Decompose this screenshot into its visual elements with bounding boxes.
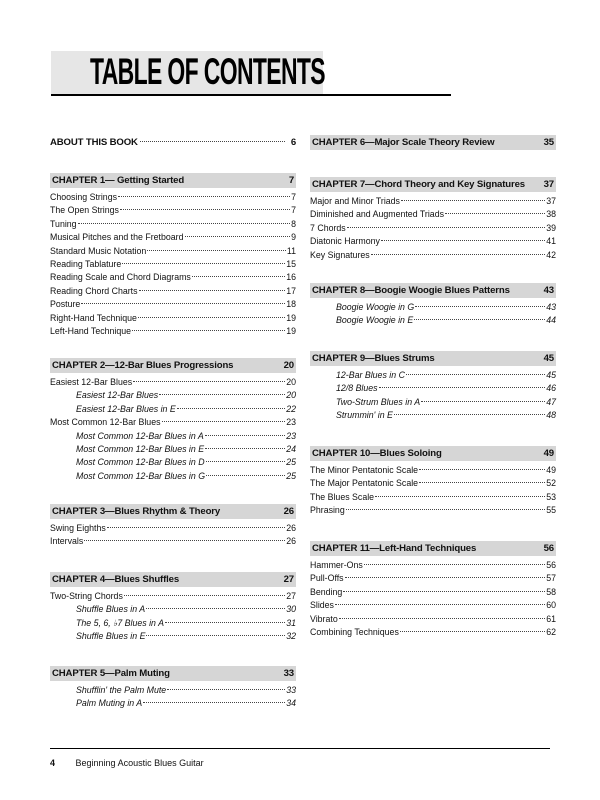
dot-leader <box>205 435 285 436</box>
page-number: 4 <box>50 758 56 768</box>
dot-leader <box>206 475 285 476</box>
chapter-title: CHAPTER 6—Major Scale Theory Review <box>312 137 495 148</box>
entry-label: Shuffle Blues in E <box>76 631 146 642</box>
entry-page: 57 <box>546 573 556 584</box>
chapter-title: CHAPTER 4—Blues Shuffles <box>52 574 180 585</box>
entry-page: 19 <box>286 312 296 323</box>
entry-label: Reading Tablature <box>50 258 122 269</box>
toc-entry[interactable] <box>50 312 296 325</box>
dot-leader <box>206 461 286 462</box>
dot-leader <box>133 381 285 382</box>
entry-label: Choosing Strings <box>50 192 117 202</box>
entry-page: 23 <box>286 430 296 441</box>
dot-leader <box>78 223 291 224</box>
chapter-page: 56 <box>543 543 554 554</box>
toc-entry[interactable] <box>50 376 296 389</box>
dot-leader <box>421 401 545 402</box>
dot-leader <box>343 591 545 592</box>
toc-entry[interactable] <box>50 684 296 697</box>
chapter-page: 45 <box>543 353 554 364</box>
entry-label: 7 Chords <box>310 222 346 233</box>
entry-page: 55 <box>546 505 556 516</box>
section-items <box>310 559 556 639</box>
entry-page: 53 <box>546 491 556 502</box>
toc-entry[interactable] <box>50 271 296 284</box>
entry-page: 26 <box>286 536 296 547</box>
section-items <box>310 369 556 423</box>
toc-entry[interactable] <box>50 617 296 630</box>
toc-entry[interactable] <box>50 697 296 710</box>
dot-leader <box>205 448 285 449</box>
chapter-title: CHAPTER 2—12-Bar Blues Progressions <box>52 360 234 371</box>
toc-entry[interactable] <box>310 208 556 221</box>
entry-label: Shuffle Blues in A <box>76 604 146 615</box>
entry-page: 18 <box>286 299 296 310</box>
chapter-header[interactable] <box>50 173 296 188</box>
toc-entry[interactable] <box>50 298 296 311</box>
entry-label: Standard Music Notation <box>50 245 147 256</box>
dot-leader <box>146 635 285 636</box>
entry-page: 16 <box>286 272 296 283</box>
entry-page: 27 <box>286 591 296 601</box>
chapter-page: 35 <box>543 137 554 148</box>
entry-label: Two-Strum Blues in A <box>336 396 421 407</box>
chapter-header[interactable] <box>310 135 556 150</box>
dot-leader <box>185 236 291 237</box>
entry-label: The 5, 6, ♭7 Blues in A <box>76 617 164 628</box>
dot-leader <box>401 200 545 201</box>
dot-leader <box>192 276 285 277</box>
dot-leader <box>132 330 285 331</box>
dot-leader <box>138 317 285 318</box>
entry-label: Pull-Offs <box>310 573 344 584</box>
dot-leader <box>120 209 290 210</box>
toc-section <box>310 135 556 150</box>
entry-label: The Open Strings <box>50 205 119 216</box>
dot-leader <box>346 509 545 510</box>
entry-label: Slides <box>310 600 334 611</box>
toc-entry[interactable] <box>50 590 296 603</box>
toc-section <box>50 572 296 644</box>
toc-section <box>50 173 296 338</box>
dot-leader <box>364 564 545 565</box>
section-items <box>50 684 296 711</box>
entry-label: Boogie Woogie in E <box>336 315 414 326</box>
toc-entry[interactable] <box>50 231 296 244</box>
entry-page: 31 <box>286 617 296 628</box>
dot-leader <box>165 622 285 623</box>
dot-leader <box>139 290 286 291</box>
entry-page: 17 <box>286 285 296 296</box>
entry-page: 49 <box>546 465 556 475</box>
chapter-header[interactable] <box>50 572 296 587</box>
entry-label: The Blues Scale <box>310 491 375 502</box>
chapter-header[interactable] <box>50 358 296 373</box>
entry-page: 32 <box>286 631 296 642</box>
toc-entry[interactable] <box>310 195 556 208</box>
toc-entry[interactable] <box>50 325 296 338</box>
dot-leader <box>406 374 545 375</box>
dot-leader <box>419 469 545 470</box>
toc-entry[interactable] <box>50 218 296 231</box>
entry-page: 15 <box>286 258 296 269</box>
toc-entry[interactable] <box>50 456 296 469</box>
toc-entry[interactable] <box>310 301 556 314</box>
entry-page: 43 <box>546 302 556 312</box>
dot-leader <box>81 303 285 304</box>
section-items <box>50 522 296 549</box>
dot-leader <box>118 196 290 197</box>
chapter-page: 49 <box>543 448 554 459</box>
entry-page: 41 <box>546 236 556 247</box>
toc-section <box>310 446 556 518</box>
entry-label: Right-Hand Technique <box>50 312 137 323</box>
chapter-title: CHAPTER 8—Boogie Woogie Blues Patterns <box>312 285 510 296</box>
toc-entry[interactable] <box>50 258 296 271</box>
entry-label: Reading Chord Charts <box>50 285 138 296</box>
chapter-title: CHAPTER 3—Blues Rhythm & Theory <box>52 506 221 517</box>
toc-entry[interactable] <box>310 572 556 585</box>
toc-entry[interactable] <box>50 285 296 298</box>
entry-page: 20 <box>286 390 296 401</box>
entry-label: Left-Hand Technique <box>50 325 132 336</box>
dot-leader <box>140 141 285 142</box>
toc-entry[interactable] <box>310 626 556 639</box>
entry-page: 19 <box>286 325 296 336</box>
entry-page: 60 <box>546 600 556 611</box>
entry-label: Easiest 12-Bar Blues <box>76 390 159 401</box>
entry-label: Shufflin' the Palm Mute <box>76 685 167 695</box>
dot-leader <box>381 240 545 241</box>
section-items <box>310 464 556 518</box>
entry-page: 30 <box>286 604 296 615</box>
chapter-page: 20 <box>283 360 294 371</box>
toc-section <box>50 358 296 483</box>
chapter-header[interactable] <box>310 446 556 461</box>
page-footer <box>50 758 204 768</box>
toc-entry[interactable] <box>310 559 556 572</box>
entry-label: Intervals <box>50 536 84 547</box>
dot-leader <box>414 319 545 320</box>
entry-label: Boogie Woogie in G <box>336 302 415 312</box>
entry-label: 12/8 Blues <box>336 383 378 394</box>
toc-section <box>310 351 556 423</box>
entry-page: 8 <box>291 218 296 229</box>
entry-page: 20 <box>286 377 296 387</box>
chapter-title: CHAPTER 11—Left-Hand Techniques <box>312 543 477 554</box>
dot-leader <box>415 306 545 307</box>
toc-entry[interactable] <box>50 535 296 548</box>
toc-entry[interactable] <box>50 204 296 217</box>
entry-page: 62 <box>546 626 556 637</box>
toc-section <box>50 504 296 549</box>
entry-page: 24 <box>286 443 296 454</box>
chapter-page: 43 <box>543 285 554 296</box>
entry-label: The Major Pentatonic Scale <box>310 478 419 489</box>
entry-label: Most Common 12-Bar Blues in A <box>76 430 204 441</box>
dot-leader <box>159 394 285 395</box>
entry-label: Diminished and Augmented Triads <box>310 209 444 220</box>
book-title: Beginning Acoustic Blues Guitar <box>75 758 204 768</box>
toc-entry[interactable] <box>50 470 296 483</box>
dot-leader <box>122 263 285 264</box>
entry-page: 52 <box>546 478 556 489</box>
entry-label: Phrasing <box>310 505 345 516</box>
chapter-header[interactable] <box>310 541 556 556</box>
dot-leader <box>400 631 545 632</box>
toc-entry[interactable] <box>310 396 556 409</box>
entry-page: 58 <box>546 586 556 597</box>
chapter-header[interactable] <box>50 504 296 519</box>
entry-page: 38 <box>546 209 556 220</box>
entry-label: Strummin' in E <box>336 410 393 421</box>
entry-label: Posture <box>50 299 81 310</box>
toc-entry[interactable] <box>310 382 556 395</box>
entry-label: Palm Muting in A <box>76 698 143 709</box>
toc-entry[interactable] <box>310 369 556 382</box>
entry-page: 46 <box>546 383 556 394</box>
entry-label: Combining Techniques <box>310 626 399 637</box>
dot-leader <box>177 408 285 409</box>
toc-entry[interactable] <box>50 522 296 535</box>
entry-page: 56 <box>546 560 556 570</box>
toc-entry[interactable] <box>50 191 296 204</box>
toc-entry[interactable] <box>310 599 556 612</box>
toc-entry[interactable] <box>50 630 296 643</box>
toc-entry[interactable] <box>310 491 556 504</box>
entry-page: 23 <box>286 417 296 428</box>
toc-entry[interactable] <box>310 477 556 490</box>
toc-entry[interactable] <box>50 245 296 258</box>
chapter-title: CHAPTER 9—Blues Strums <box>312 353 435 364</box>
entry-label: Bending <box>310 586 343 597</box>
chapter-page: 37 <box>543 179 554 190</box>
chapter-header[interactable] <box>50 135 296 150</box>
entry-label: Reading Scale and Chord Diagrams <box>50 272 191 283</box>
dot-leader <box>84 540 285 541</box>
entry-page: 61 <box>546 613 556 624</box>
section-items <box>50 376 296 483</box>
toc-entry[interactable] <box>310 504 556 517</box>
dot-leader <box>394 414 545 415</box>
chapter-page: 27 <box>283 574 294 585</box>
chapter-header[interactable] <box>310 177 556 192</box>
section-items <box>310 195 556 262</box>
toc-entry[interactable] <box>310 586 556 599</box>
entry-label: Most Common 12-Bar Blues <box>50 417 161 428</box>
toc-entry[interactable] <box>50 403 296 416</box>
chapter-page: 6 <box>290 137 296 148</box>
toc-section <box>310 177 556 262</box>
entry-label: Most Common 12-Bar Blues in G <box>76 470 206 481</box>
chapter-header[interactable] <box>310 283 556 298</box>
chapter-page: 33 <box>283 668 294 679</box>
entry-label: Key Signatures <box>310 249 370 260</box>
entry-label: Vibrato <box>310 613 338 624</box>
toc-entry[interactable] <box>310 235 556 248</box>
toc-entry[interactable] <box>50 603 296 616</box>
title-rule <box>51 94 451 96</box>
dot-leader <box>162 421 286 422</box>
entry-page: 47 <box>546 396 556 407</box>
toc-entry[interactable] <box>50 416 296 429</box>
entry-page: 39 <box>546 222 556 233</box>
entry-label: Most Common 12-Bar Blues in D <box>76 457 205 468</box>
dot-leader <box>371 254 546 255</box>
entry-page: 45 <box>546 370 556 380</box>
toc-section <box>50 666 296 711</box>
dot-leader <box>143 702 285 703</box>
chapter-page: 7 <box>288 175 294 186</box>
toc-section <box>310 541 556 639</box>
entry-page: 9 <box>291 232 296 243</box>
entry-page: 25 <box>286 470 296 481</box>
entry-label: 12-Bar Blues in C <box>336 370 405 380</box>
entry-label: Easiest 12-Bar Blues <box>50 377 133 387</box>
entry-label: Musical Pitches and the Fretboard <box>50 232 184 243</box>
section-items <box>50 590 296 644</box>
entry-label: Tuning <box>50 218 77 229</box>
chapter-header[interactable] <box>50 666 296 681</box>
dot-leader <box>339 618 545 619</box>
entry-page: 7 <box>291 192 296 202</box>
page-title: TABLE OF CONTENTS <box>90 51 325 92</box>
dot-leader <box>375 496 545 497</box>
dot-leader <box>419 482 545 483</box>
entry-label: Most Common 12-Bar Blues in E <box>76 443 205 454</box>
entry-page: 26 <box>286 523 296 533</box>
entry-label: Diatonic Harmony <box>310 236 380 247</box>
toc-entry[interactable] <box>50 389 296 402</box>
toc-section <box>310 283 556 328</box>
entry-page: 37 <box>546 196 556 206</box>
dot-leader <box>124 595 285 596</box>
entry-label: Hammer-Ons <box>310 560 363 570</box>
chapter-title: ABOUT THIS BOOK <box>50 137 138 148</box>
entry-page: 48 <box>546 410 556 421</box>
dot-leader <box>107 527 285 528</box>
entry-label: Major and Minor Triads <box>310 196 400 206</box>
chapter-title: CHAPTER 1— Getting Started <box>52 175 185 186</box>
entry-page: 25 <box>286 457 296 468</box>
entry-page: 44 <box>546 315 556 326</box>
chapter-page: 26 <box>283 506 294 517</box>
chapter-title: CHAPTER 5—Palm Muting <box>52 668 170 679</box>
entry-label: Easiest 12-Bar Blues in E <box>76 403 176 414</box>
toc-entry[interactable] <box>310 249 556 262</box>
dot-leader <box>146 608 285 609</box>
entry-page: 33 <box>286 685 296 695</box>
dot-leader <box>445 213 545 214</box>
chapter-title: CHAPTER 10—Blues Soloing <box>312 448 442 459</box>
dot-leader <box>335 604 545 605</box>
toc-entry[interactable] <box>310 613 556 626</box>
entry-label: The Minor Pentatonic Scale <box>310 465 419 475</box>
chapter-title: CHAPTER 7—Chord Theory and Key Signatures <box>312 179 525 190</box>
entry-page: 34 <box>286 698 296 709</box>
section-items <box>50 191 296 338</box>
dot-leader <box>167 689 285 690</box>
toc-entry[interactable] <box>310 222 556 235</box>
dot-leader <box>345 577 546 578</box>
toc-section <box>50 135 296 150</box>
toc-entry[interactable] <box>310 464 556 477</box>
dot-leader <box>347 227 546 228</box>
entry-page: 22 <box>286 403 296 414</box>
chapter-header[interactable] <box>310 351 556 366</box>
dot-leader <box>147 250 286 251</box>
entry-page: 7 <box>291 205 296 216</box>
toc-entry[interactable] <box>50 430 296 443</box>
dot-leader <box>379 387 546 388</box>
entry-label: Swing Eighths <box>50 523 106 533</box>
entry-page: 11 <box>286 245 296 256</box>
toc-entry[interactable] <box>310 314 556 327</box>
section-items <box>310 301 556 328</box>
toc-entry[interactable] <box>50 443 296 456</box>
entry-page: 42 <box>546 249 556 260</box>
entry-label: Two-String Chords <box>50 591 123 601</box>
footer-rule <box>50 748 550 749</box>
toc-entry[interactable] <box>310 409 556 422</box>
